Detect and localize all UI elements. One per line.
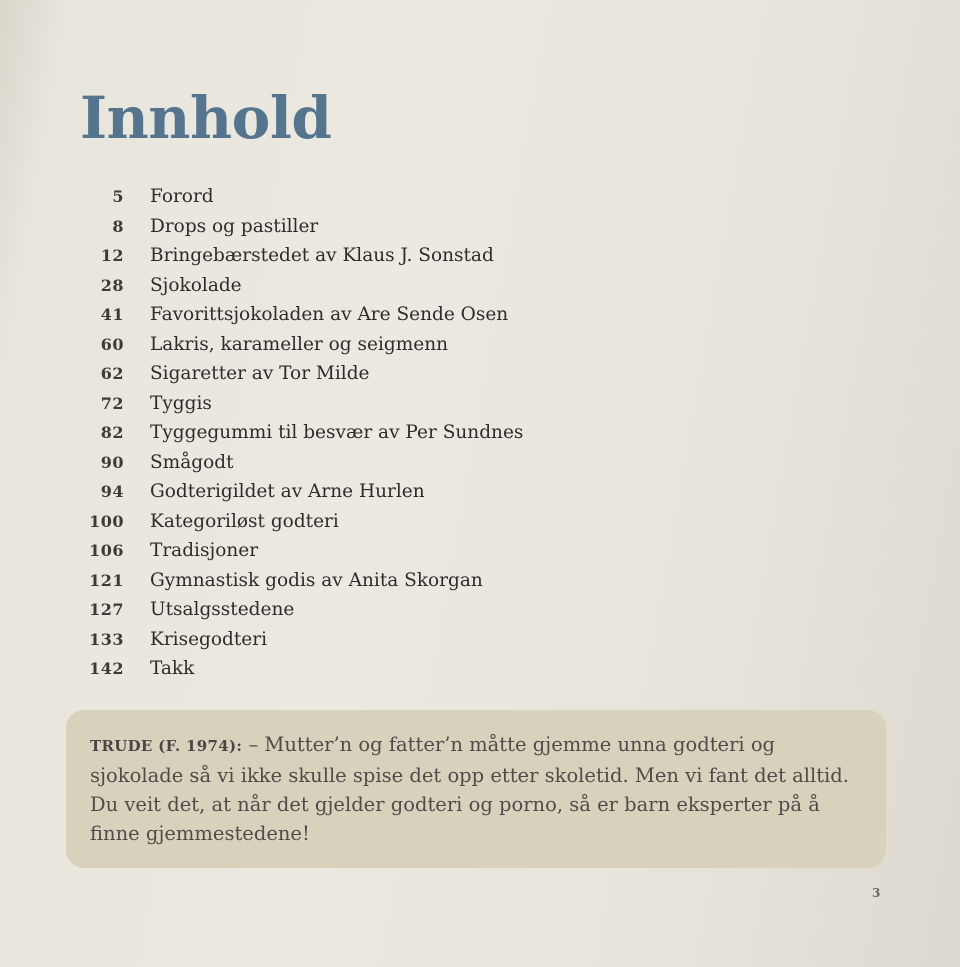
toc-entry (80, 570, 700, 600)
toc-page-number: 41 (100, 305, 124, 324)
toc-page-number: 72 (100, 393, 124, 413)
toc-entry (80, 216, 700, 246)
toc-page-number: 12 (100, 246, 124, 265)
page-title: Innhold (80, 84, 332, 152)
toc-page-number: 28 (100, 275, 124, 295)
toc-page-number: 82 (100, 423, 124, 442)
toc-entry (80, 540, 700, 570)
quote-box (66, 710, 886, 868)
toc-entry (80, 599, 700, 629)
toc-entry-title: Utsalgsstedene (150, 599, 295, 620)
toc-entry-title: Smågodt (150, 451, 234, 473)
toc-entry-title: Tyggis (150, 392, 212, 414)
toc-entry-title: Drops og pastiller (150, 215, 319, 237)
toc-page-number: 60 (100, 334, 124, 354)
toc-entry (80, 511, 700, 541)
quote-paragraph (90, 730, 862, 848)
toc-entry-title: Gymnastisk godis av Anita Skorgan (150, 569, 483, 591)
toc-entry (80, 186, 700, 216)
toc-entry (80, 452, 700, 482)
toc-entry (80, 422, 700, 452)
toc-entry-title: Sigaretter av Tor Milde (150, 363, 370, 384)
toc-page-number: 5 (112, 187, 124, 206)
toc-entry-title: Takk (150, 658, 195, 679)
toc-page-number: 62 (100, 364, 124, 383)
toc-entry-title: Godterigildet av Arne Hurlen (150, 481, 425, 502)
toc-entry-title: Tradisjoner (150, 540, 259, 561)
toc-page-number: 127 (89, 600, 124, 619)
toc-entry-title: Lakris, karameller og seigmenn (150, 333, 449, 355)
toc-page-number: 100 (89, 511, 124, 531)
toc-entry (80, 393, 700, 423)
toc-page-number: 8 (112, 216, 124, 236)
toc-entry (80, 629, 700, 659)
toc-entry-title: Forord (150, 186, 214, 207)
toc-page-number: 90 (100, 452, 124, 472)
table-of-contents (80, 186, 700, 688)
toc-page-number: 106 (89, 541, 124, 560)
toc-entry (80, 363, 700, 393)
toc-page-number: 121 (89, 570, 124, 590)
toc-entry (80, 245, 700, 275)
toc-entry (80, 334, 700, 364)
toc-entry-title: Favorittsjokoladen av Are Sende Osen (150, 304, 509, 325)
page-number: 3 (872, 886, 881, 900)
toc-entry-title: Krisegodteri (150, 628, 267, 650)
toc-page-number: 133 (89, 629, 124, 649)
toc-entry-title: Bringebærstedet av Klaus J. Sonstad (150, 245, 494, 266)
toc-entry-title: Kategoriløst godteri (150, 510, 339, 532)
quote-text: – Mutter’n og fatter’n måtte gjemme unna godteri og sjokolade så vi ikke skulle spise det opp etter skoletid. Men vi fant det alltid. Du veit det, at når det gjelder godteri og porno, så er barn eksperter på å finne gjemmestedene! (90, 733, 849, 845)
toc-page-number: 142 (89, 659, 124, 678)
toc-page-number: 94 (100, 482, 124, 501)
toc-entry (80, 275, 700, 305)
toc-entry (80, 481, 700, 511)
quote-speaker: TRUDE (F. 1974): (90, 737, 243, 755)
toc-entry-title: Sjokolade (150, 274, 242, 296)
toc-entry-title: Tyggegummi til besvær av Per Sundnes (150, 422, 524, 443)
toc-entry (80, 304, 700, 334)
toc-entry (80, 658, 700, 688)
